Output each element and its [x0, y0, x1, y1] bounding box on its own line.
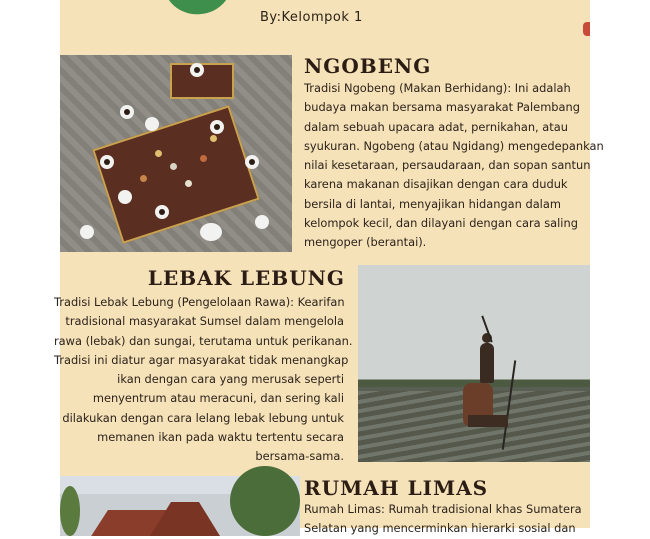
lebak-title: LEBAK LEBUNG	[147, 266, 345, 290]
text-line: tradisional masyarakat Sumsel dalam mengelola	[65, 314, 344, 329]
text-line: syukuran. Ngobeng (atau Ngidang) mengedepankan	[304, 138, 604, 153]
rumah-limas-photo	[60, 476, 300, 536]
text-line: karena makanan disajikan dengan cara duduk	[304, 177, 568, 192]
byline: By:Kelompok 1	[260, 10, 363, 25]
text-line: mengoper (berantai).	[304, 235, 427, 250]
corner-decoration	[583, 22, 590, 36]
text-line: kelompok kecil, dan dilayani dengan cara saling	[304, 216, 578, 231]
text-line: Selatan yang mencerminkan hierarki sosial dan	[304, 521, 576, 536]
text-line: Rumah Limas: Rumah tradisional khas Sumatera	[304, 502, 582, 516]
text-line: dalam sebuah upacara adat, pernikahan, atau	[304, 119, 568, 134]
rumah-body	[304, 500, 582, 539]
text-line: ikan dengan cara yang merusak seperti	[117, 372, 344, 387]
ngobeng-body	[304, 79, 604, 253]
text-line: bersila di lantai, menyajikan hidangan dalam	[304, 196, 561, 211]
text-line: Tradisi Lebak Lebung (Pengelolaan Rawa): Kearifan	[54, 295, 345, 309]
ngobeng-title: NGOBENG	[304, 54, 432, 78]
rumah-title: RUMAH LIMAS	[304, 476, 489, 500]
text-line: menyentrum atau meracuni, dan sering kali	[92, 391, 344, 406]
text-line: bersama-sama.	[255, 449, 344, 464]
lebak-lebung-photo	[358, 265, 590, 462]
text-line: dilakukan dengan cara lelang lebak lebung untuk	[62, 410, 344, 425]
text-line: memanen ikan pada waktu tertentu secara	[97, 430, 344, 445]
text-line: rawa (lebak) dan sungai, terutama untuk perikanan.	[54, 333, 353, 348]
booklet-page	[54, 0, 604, 536]
text-line: budaya makan bersama masyarakat Palembang	[304, 100, 580, 115]
leaf-decoration	[163, 0, 237, 19]
text-line: Tradisi Ngobeng (Makan Berhidang): Ini adalah	[304, 81, 571, 95]
text-line: Tradisi ini diatur agar masyarakat tidak menangkap	[54, 352, 349, 367]
text-line: nilai kesetaraan, persaudaraan, dan sopan santun	[304, 158, 591, 173]
lebak-body	[54, 293, 353, 467]
ngobeng-photo	[60, 55, 292, 252]
